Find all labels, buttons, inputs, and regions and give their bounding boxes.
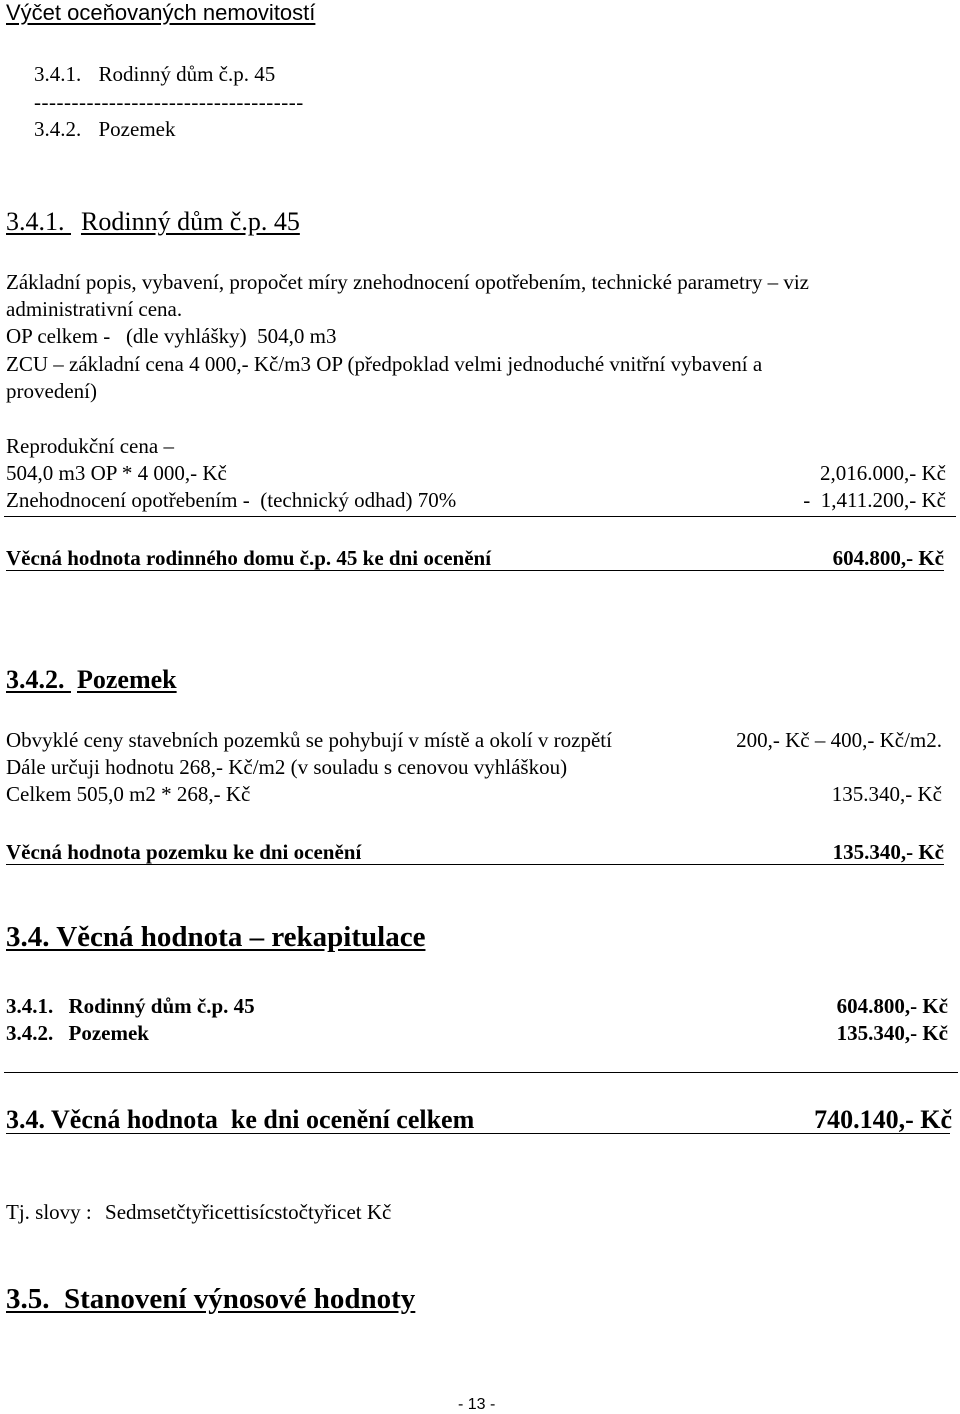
toc-item-number: 3.4.2. xyxy=(34,117,82,141)
house-total-label: Věcná hodnota rodinného domu č.p. 45 ke dni ocenění xyxy=(6,546,492,570)
in-words-line xyxy=(6,1202,391,1223)
house-description-line2: administrativní cena. xyxy=(6,297,183,321)
zcu-line1: ZCU – základní cena 4 000,- Kč/m3 OP (předpoklad velmi jednoduché vnitřní vybavení a xyxy=(6,352,763,376)
toc-item-label: Pozemek xyxy=(98,117,176,141)
toc-separator: ------------------------------------ xyxy=(34,90,304,114)
page-title: Výčet oceňovaných nemovitostí xyxy=(6,0,316,25)
recap-item-label: Pozemek xyxy=(68,1021,149,1045)
section-heading-house xyxy=(6,209,300,235)
op-line: OP celkem - (dle vyhlášky) 504,0 m3 xyxy=(6,324,337,348)
toc-item-land xyxy=(34,119,175,140)
recap-heading: 3.4. Věcná hodnota – rekapitulace xyxy=(6,921,426,953)
zcu-line2: provedení) xyxy=(6,379,97,403)
divider-line xyxy=(4,516,956,517)
total-underline xyxy=(6,864,944,865)
recap-item-value: 135.340,- Kč xyxy=(836,1021,948,1045)
divider-line xyxy=(4,1072,958,1073)
land-price-range-text: Obvyklé ceny stavebních pozemků se pohybují v místě a okolí v rozpětí xyxy=(6,728,612,752)
grand-total-value: 740.140,- Kč xyxy=(814,1105,952,1134)
heading-label: Rodinný dům č.p. 45 xyxy=(81,207,300,236)
recap-item-land xyxy=(6,1023,149,1044)
toc-item-label: Rodinný dům č.p. 45 xyxy=(98,62,276,86)
recap-item-number: 3.4.1. xyxy=(6,994,54,1018)
page-number: - 13 - xyxy=(458,1396,496,1413)
depreciation-value: - 1,411.200,- Kč xyxy=(803,488,946,512)
section-heading-land xyxy=(6,667,177,693)
toc-item-house xyxy=(34,64,275,85)
land-total-label: Věcná hodnota pozemku ke dni ocenění xyxy=(6,840,362,864)
recap-item-label: Rodinný dům č.p. 45 xyxy=(68,994,255,1018)
depreciation-label: Znehodnocení opotřebením - (technický odhad) 70% xyxy=(6,488,457,512)
repro-calc: 504,0 m3 OP * 4 000,- Kč xyxy=(6,461,227,485)
land-calc-text: Celkem 505,0 m2 * 268,- Kč xyxy=(6,782,251,806)
grand-total-underline xyxy=(6,1133,950,1134)
grand-total-label: 3.4. Věcná hodnota ke dni ocenění celkem xyxy=(6,1105,475,1134)
recap-item-value: 604.800,- Kč xyxy=(836,994,948,1018)
repro-value: 2,016.000,- Kč xyxy=(820,461,946,485)
house-description-line1: Základní popis, vybavení, propočet míry znehodnocení opotřebením, technické parametry – viz xyxy=(6,270,809,294)
next-section-heading: 3.5. Stanovení výnosové hodnoty xyxy=(6,1283,416,1315)
land-price-range: 200,- Kč – 400,- Kč/m2. xyxy=(736,728,942,752)
recap-item-house xyxy=(6,996,255,1017)
repro-label: Reprodukční cena – xyxy=(6,434,174,458)
toc-item-number: 3.4.1. xyxy=(34,62,82,86)
land-total-value: 135.340,- Kč xyxy=(832,840,944,864)
in-words-value: Sedmsetčtyřicettisícstočtyřicet Kč xyxy=(105,1200,392,1224)
land-unit-price-text: Dále určuji hodnotu 268,- Kč/m2 (v souladu s cenovou vyhláškou) xyxy=(6,755,568,779)
total-underline xyxy=(6,570,944,571)
house-total-value: 604.800,- Kč xyxy=(832,546,944,570)
heading-number: 3.4.2. xyxy=(6,665,65,694)
heading-number: 3.4.1. xyxy=(6,207,65,236)
heading-label: Pozemek xyxy=(77,665,177,694)
land-calc-value: 135.340,- Kč xyxy=(831,782,942,806)
recap-item-number: 3.4.2. xyxy=(6,1021,54,1045)
in-words-label: Tj. slovy : xyxy=(6,1200,92,1224)
